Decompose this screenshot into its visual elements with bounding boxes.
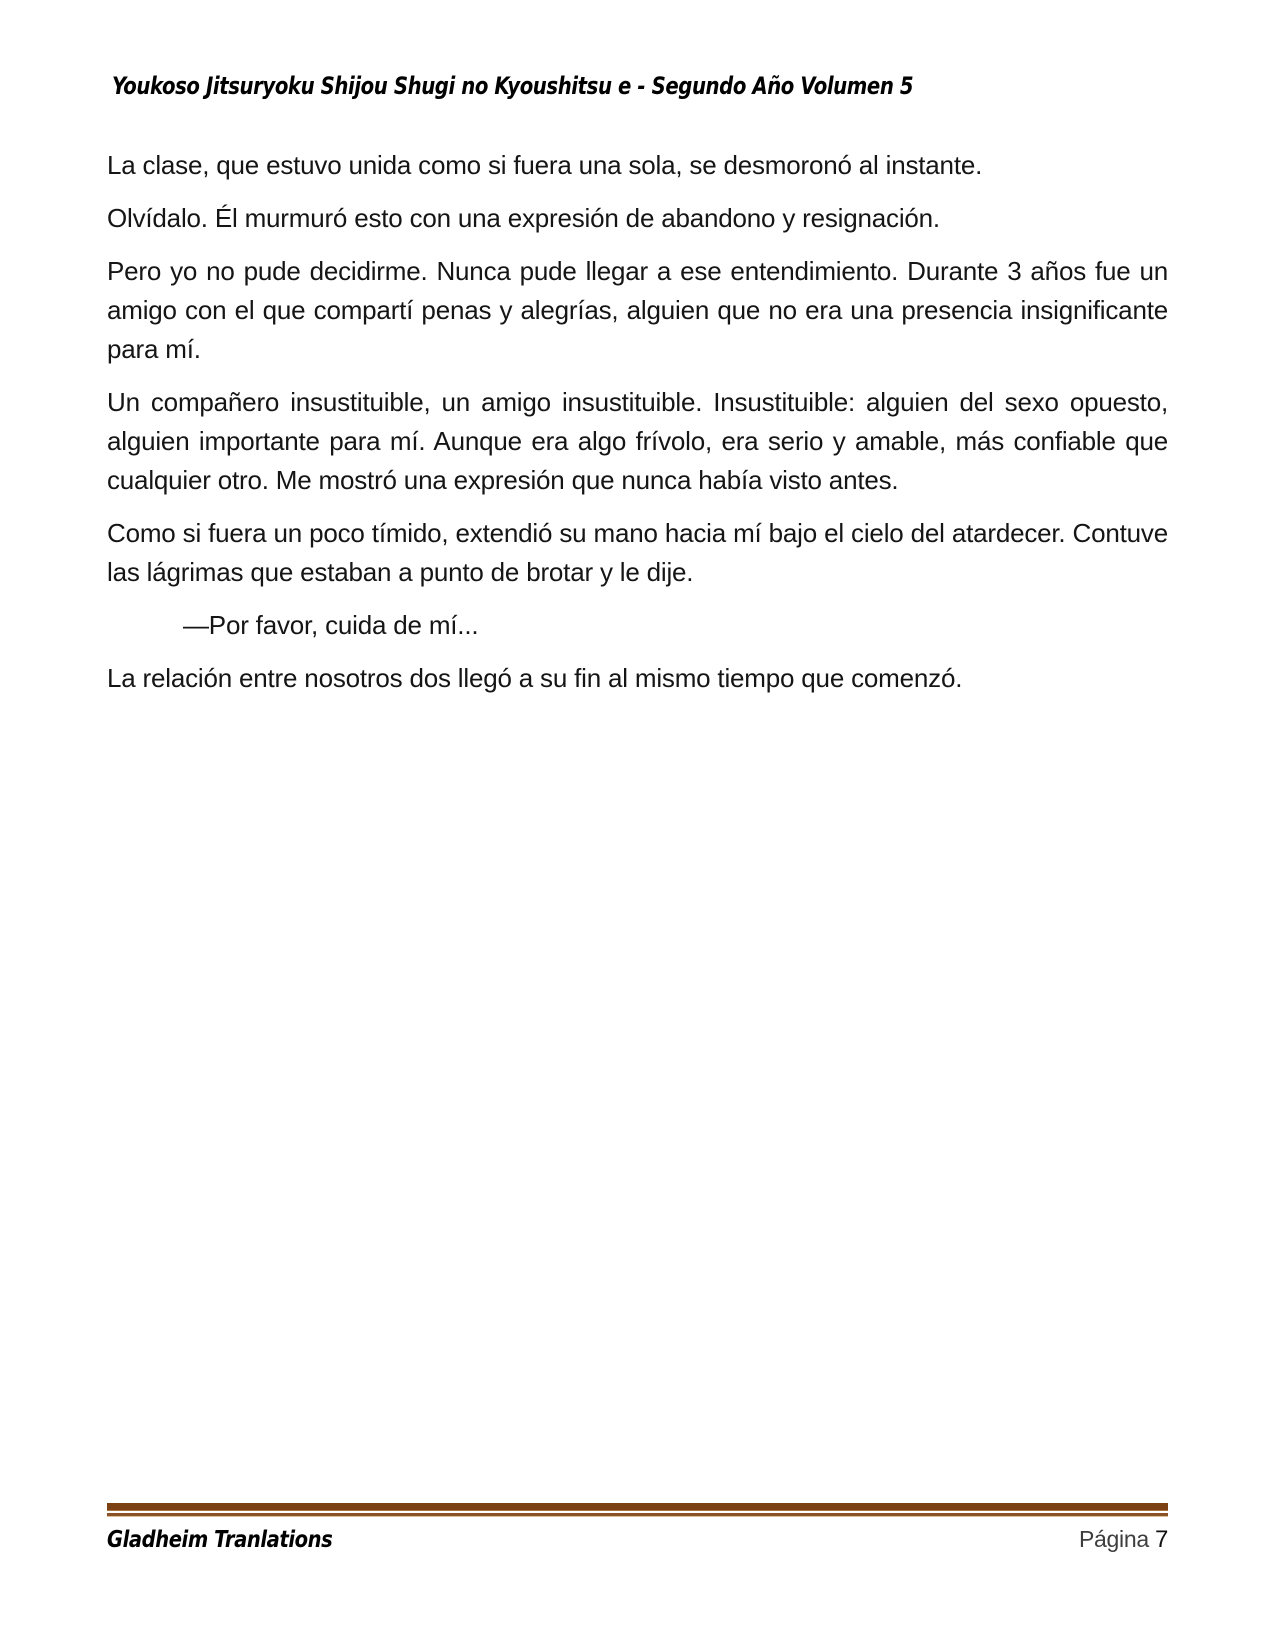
paragraph: Un compañero insustituible, un amigo insustituible. Insustituible: alguien del sexo opuesto, alguien importante para mí. Aunque era algo frívolo, era serio y amable, más confiable que cualquier otro. Me mostró una expresión que nunca había visto antes. — [107, 387, 1168, 495]
paragraph: Pero yo no pude decidirme. Nunca pude llegar a ese entendimiento. Durante 3 años fue un amigo con el que compartí penas y alegrías, alguien que no era una presencia insignificante para mí. — [107, 256, 1168, 364]
paragraph: Olvídalo. Él murmuró esto con una expresión de abandono y resignación. — [107, 203, 940, 233]
paragraph: La clase, que estuvo unida como si fuera una sola, se desmoronó al instante. — [107, 150, 983, 180]
page-header — [112, 72, 1172, 100]
paragraph: Como si fuera un poco tímido, extendió su mano hacia mí bajo el cielo del atardecer. Contuve las lágrimas que estaban a punto de brotar y le dije. — [107, 518, 1168, 587]
page-footer — [107, 1526, 1168, 1554]
document-title: Youkoso Jitsuryoku Shijou Shugi no Kyoushitsu e - Segundo Año Volumen 5 — [112, 72, 914, 100]
body-text-block — [107, 146, 1168, 712]
footer-rule-light-line — [107, 1516, 1168, 1517]
page-number-label: Página — [1079, 1526, 1149, 1552]
dialogue-paragraph: —Por favor, cuida de mí... — [183, 610, 479, 640]
page-number — [1079, 1526, 1168, 1554]
footer-rule-thick-line — [107, 1503, 1168, 1510]
footer-divider-rule — [107, 1503, 1168, 1517]
translator-credit: Gladheim Tranlations — [107, 1527, 333, 1553]
page-number-value: 7 — [1154, 1526, 1168, 1553]
paragraph: La relación entre nosotros dos llegó a su fin al mismo tiempo que comenzó. — [107, 663, 963, 693]
